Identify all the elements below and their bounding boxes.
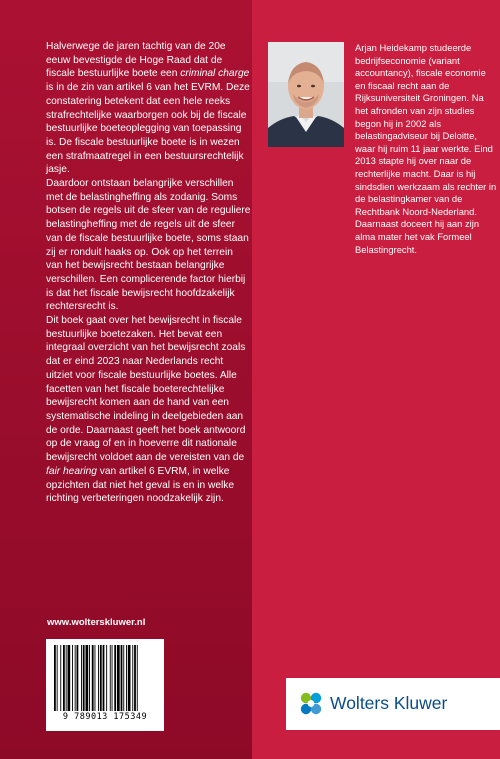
barcode-bar <box>63 645 65 711</box>
author-photo <box>268 42 344 147</box>
barcode-bar <box>77 645 79 711</box>
barcode-bar <box>75 645 76 711</box>
author-bio: Arjan Heidekamp studeerde bedrijfseconomie (variant accountancy), fiscale economie en fiscaal recht aan de Rijksuniversiteit Groningen. Na het afronden van zijn studies begon hij in 2002 als belastingadviseur bij Deloitte, waar hij ruim 11 jaar werkte. Eind 2013 stapte hij over naar de rechterlijke macht. Daar is hij sindsdien werkzaam als rechter in de belastingkamer van de Rechtbank Noord-Nederland. Daarnaast doceert hij aan zijn alma mater het vak Formeel Belastingrecht. <box>355 42 497 255</box>
author-portrait-icon <box>268 42 344 147</box>
blurb-p3-emphasis: fair hearing <box>46 465 97 477</box>
barcode-bar <box>92 645 94 711</box>
barcode-bar <box>128 645 131 711</box>
barcode <box>46 639 164 731</box>
barcode-bar <box>95 645 96 711</box>
barcode-bar <box>66 645 67 711</box>
barcode-bars <box>54 645 156 711</box>
blurb-p3-part-a: Dit boek gaat over het bewijsrecht in fiscale bestuurlijke boetezaken. Het bevat een integraal overzicht van het bewijsrecht zoals dat er eind 2023 naar Nederlands recht uitziet voor fiscale bestuurlijke boetes. Alle facetten van het fiscale boeterechtelijke bewijsrecht komen aan de hand van een systematische indeling in deelgebieden aan de orde. Daarnaast geeft het boek antwoord op de vraag of en in hoeverre dit nationale bewijsrecht voldoet aan de vereisten van de <box>46 315 246 464</box>
wolters-kluwer-logo-mark-icon <box>297 690 325 718</box>
publisher-logo <box>286 678 500 730</box>
barcode-bar <box>126 645 127 711</box>
publisher-name: Wolters Kluwer <box>330 693 448 713</box>
barcode-bar <box>68 645 71 711</box>
barcode-bar <box>123 645 124 711</box>
barcode-bar <box>98 645 99 711</box>
barcode-number: 9 789013 175349 <box>62 712 148 722</box>
barcode-bar <box>81 645 82 711</box>
publisher-website: www.wolterskluwer.nl <box>47 617 146 628</box>
barcode-bar <box>117 645 120 711</box>
blurb-p3-part-b: van artikel 6 EVRM, in welke opzichten dat niet het geval is en in welke richting verbeteringen noodzakelijk zijn. <box>46 465 235 505</box>
barcode-bar <box>112 645 113 711</box>
barcode-bar <box>106 645 107 711</box>
blurb-p1-part-a: Halverwege de jaren tachtig van de 20e eeuw bevestigde de Hoge Raad dat de fiscale bestuurlijke boete een <box>46 41 226 80</box>
blurb-text <box>46 40 251 506</box>
barcode-bar <box>121 645 123 711</box>
barcode-bar <box>100 645 102 711</box>
blurb-paragraph-1 <box>46 40 251 177</box>
blurb-p1-emphasis: criminal charge <box>180 68 250 80</box>
barcode-bar <box>54 645 56 711</box>
barcode-bar <box>83 645 85 711</box>
blurb-paragraph-3 <box>46 314 251 506</box>
barcode-bar <box>137 645 138 711</box>
barcode-bar <box>132 645 133 711</box>
barcode-bar <box>114 645 116 711</box>
blurb-p1-part-b: is in de zin van artikel 6 van het EVRM. Deze constatering betekent dat een hele reeks strafrechtelijke waarborgen ook bij de fiscale bestuurlijke boeteoplegging van toepassing is. De fiscale bestuurlijke boete is in wezen een strafmaatregel in een bestuursrechtelijk jasje. <box>46 82 250 176</box>
barcode-bar <box>134 645 136 711</box>
barcode-bar <box>72 645 73 711</box>
barcode-bar <box>57 645 58 711</box>
barcode-bar <box>110 645 111 711</box>
barcode-bar <box>86 645 89 711</box>
barcode-bar <box>103 645 105 711</box>
barcode-bar <box>60 645 61 711</box>
blurb-paragraph-2: Daardoor ontstaan belangrijke verschillen met de belastingheffing als zodanig. Soms botsen de regels uit de sfeer van de reguliere belastingheffing met de regels uit de sfeer van de fiscale bestuurlijke boete, soms staan zij er ronduit haaks op. Ook op het terrein van het bewijsrecht bestaan belangrijke verschillen. Een complicerende factor hierbij is dat het fiscale bewijsrecht hoofdzakelijk rechtersrecht is. <box>46 178 251 313</box>
barcode-bar <box>89 645 90 711</box>
